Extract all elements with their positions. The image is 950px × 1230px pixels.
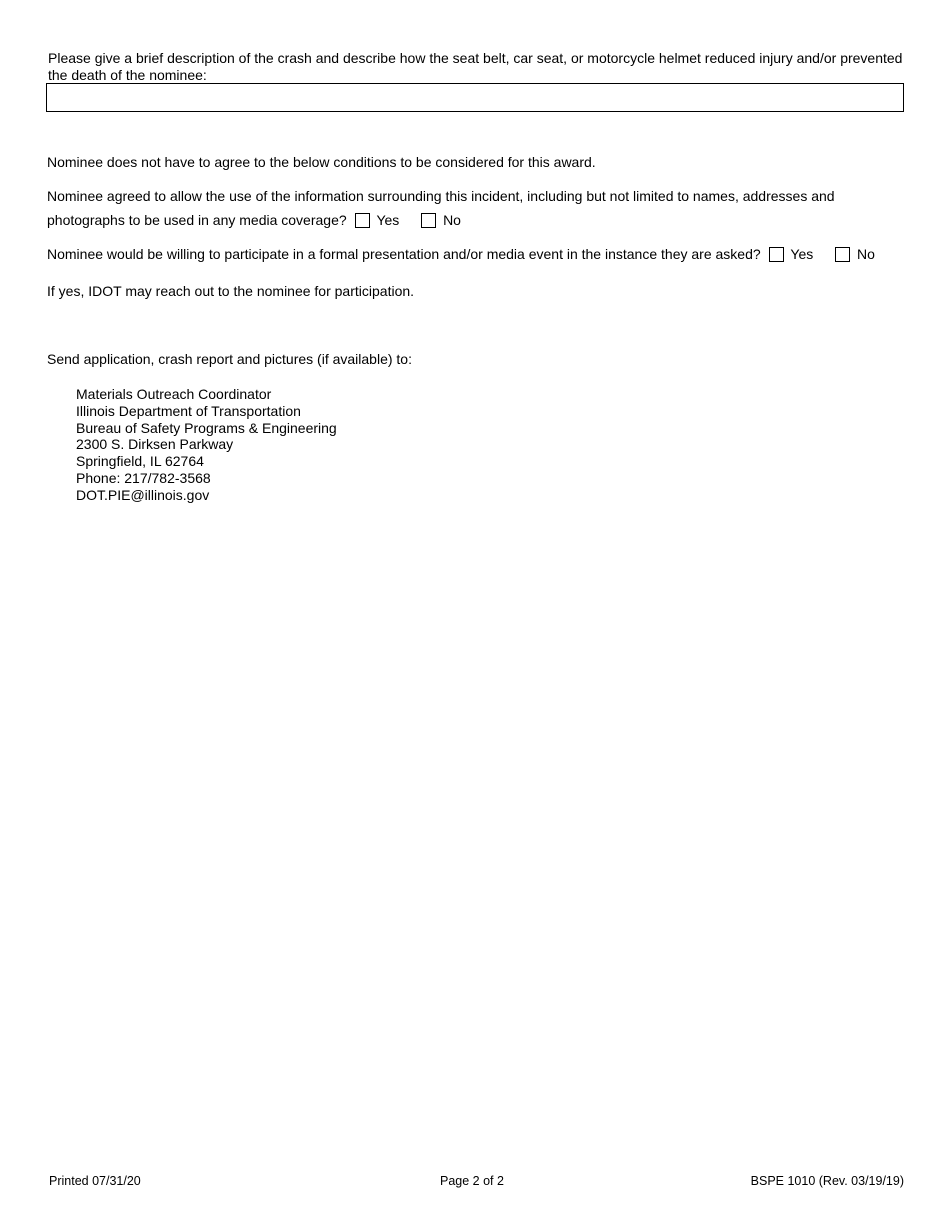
media-use-yes-checkbox[interactable] <box>355 213 370 228</box>
presentation-yes-label: Yes <box>790 246 814 262</box>
send-to-intro: Send application, crash report and pictures (if available) to: <box>47 351 412 367</box>
presentation-no-label: No <box>857 246 875 262</box>
media-use-question-line1: Nominee agreed to allow the use of the information surrounding this incident, including but not limited to names, addresses and <box>47 188 835 204</box>
address-line: Springfield, IL 62764 <box>76 453 204 469</box>
media-use-question-line2: photographs to be used in any media coverage? <box>47 212 347 228</box>
footer-page-number: Page 2 of 2 <box>440 1174 504 1188</box>
media-use-yes-label: Yes <box>376 212 400 228</box>
media-use-no-checkbox[interactable] <box>421 213 436 228</box>
presentation-question <box>47 246 875 263</box>
media-use-no-label: No <box>443 212 461 228</box>
address-phone: Phone: 217/782-3568 <box>76 470 211 486</box>
address-line: 2300 S. Dirksen Parkway <box>76 436 234 452</box>
media-use-question <box>47 212 461 229</box>
footer-form-id: BSPE 1010 (Rev. 03/19/19) <box>750 1174 904 1188</box>
presentation-yes-checkbox[interactable] <box>769 247 784 262</box>
presentation-question-text: Nominee would be willing to participate in a formal presentation and/or media event in the instance they are asked? <box>47 246 761 262</box>
participation-followup: If yes, IDOT may reach out to the nominee for participation. <box>47 283 415 299</box>
footer-printed-date: Printed 07/31/20 <box>49 1174 141 1188</box>
address-line: Bureau of Safety Programs & Engineering <box>76 420 337 436</box>
crash-description-field[interactable] <box>46 83 904 112</box>
crash-description-prompt: Please give a brief description of the crash and describe how the seat belt, car seat, or motorcycle helmet reduced injury and/or prevented the death of the nominee: <box>48 50 903 83</box>
address-line: Illinois Department of Transportation <box>76 403 301 419</box>
conditions-intro: Nominee does not have to agree to the below conditions to be considered for this award. <box>47 154 596 170</box>
presentation-no-checkbox[interactable] <box>835 247 850 262</box>
address-line: Materials Outreach Coordinator <box>76 386 272 402</box>
address-email: DOT.PIE@illinois.gov <box>76 487 210 503</box>
